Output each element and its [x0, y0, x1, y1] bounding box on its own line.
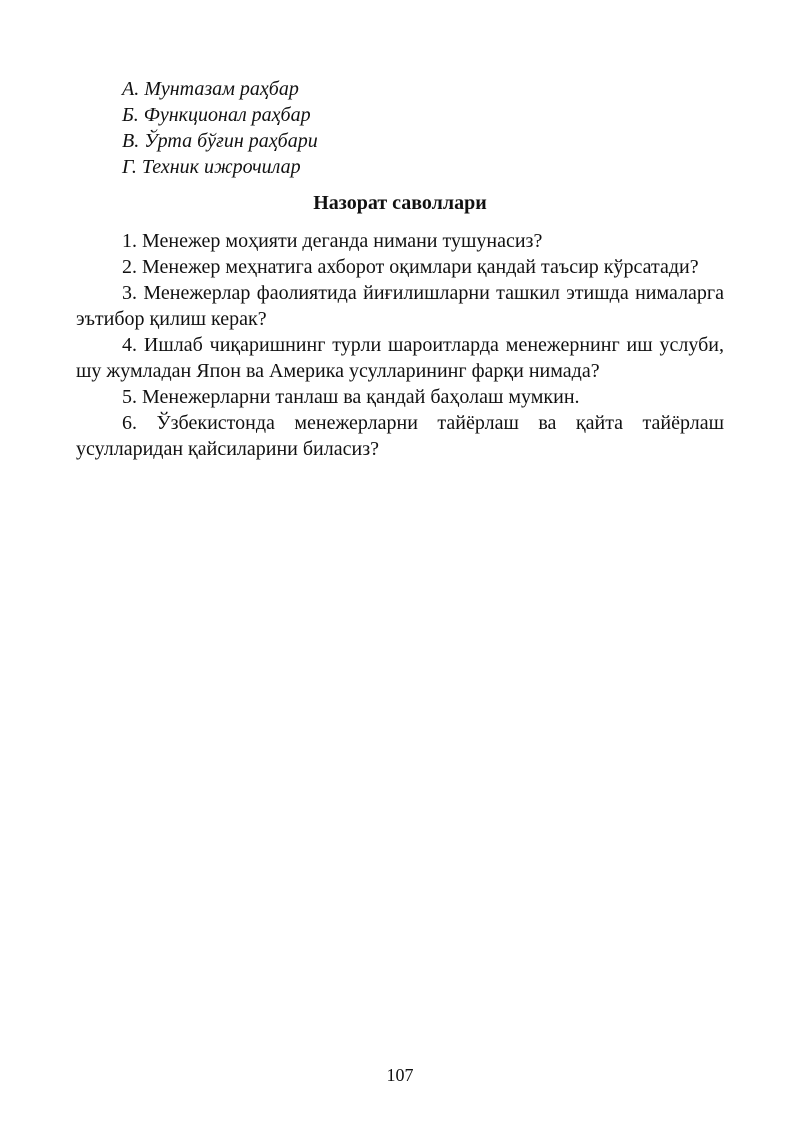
answer-option: Г. Техник ижрочилар: [122, 156, 301, 178]
question-item: 1. Менежер моҳияти деганда нимани тушунасиз?: [122, 230, 543, 252]
answer-options-list: [122, 76, 318, 180]
questions-list: [76, 228, 724, 462]
question-item: 6. Ўзбекистонда менежерларни тайёрлаш ва қайта тайёрлаш усулларидан қайсиларини биласиз?: [76, 412, 724, 460]
question-item: 3. Менежерлар фаолиятида йиғилишларни ташкил этишда нималарга эътибор қилиш керак?: [76, 282, 724, 330]
section-title: Назорат саволлари: [313, 192, 487, 214]
page-number: 107: [386, 1065, 414, 1085]
answer-option: В. Ўрта бўғин раҳбари: [122, 130, 318, 152]
answer-option: А. Мунтазам раҳбар: [122, 78, 299, 100]
answer-option: Б. Функционал раҳбар: [122, 104, 311, 126]
question-item: 5. Менежерларни танлаш ва қандай баҳолаш мумкин.: [122, 386, 580, 408]
question-item: 2. Менежер меҳнатига ахборот оқимлари қандай таъсир кўрсатади?: [122, 256, 699, 278]
question-item: 4. Ишлаб чиқаришнинг турли шароитларда менежернинг иш услуби, шу жумладан Япон ва Америка усулларининг фарқи нимада?: [76, 334, 724, 382]
